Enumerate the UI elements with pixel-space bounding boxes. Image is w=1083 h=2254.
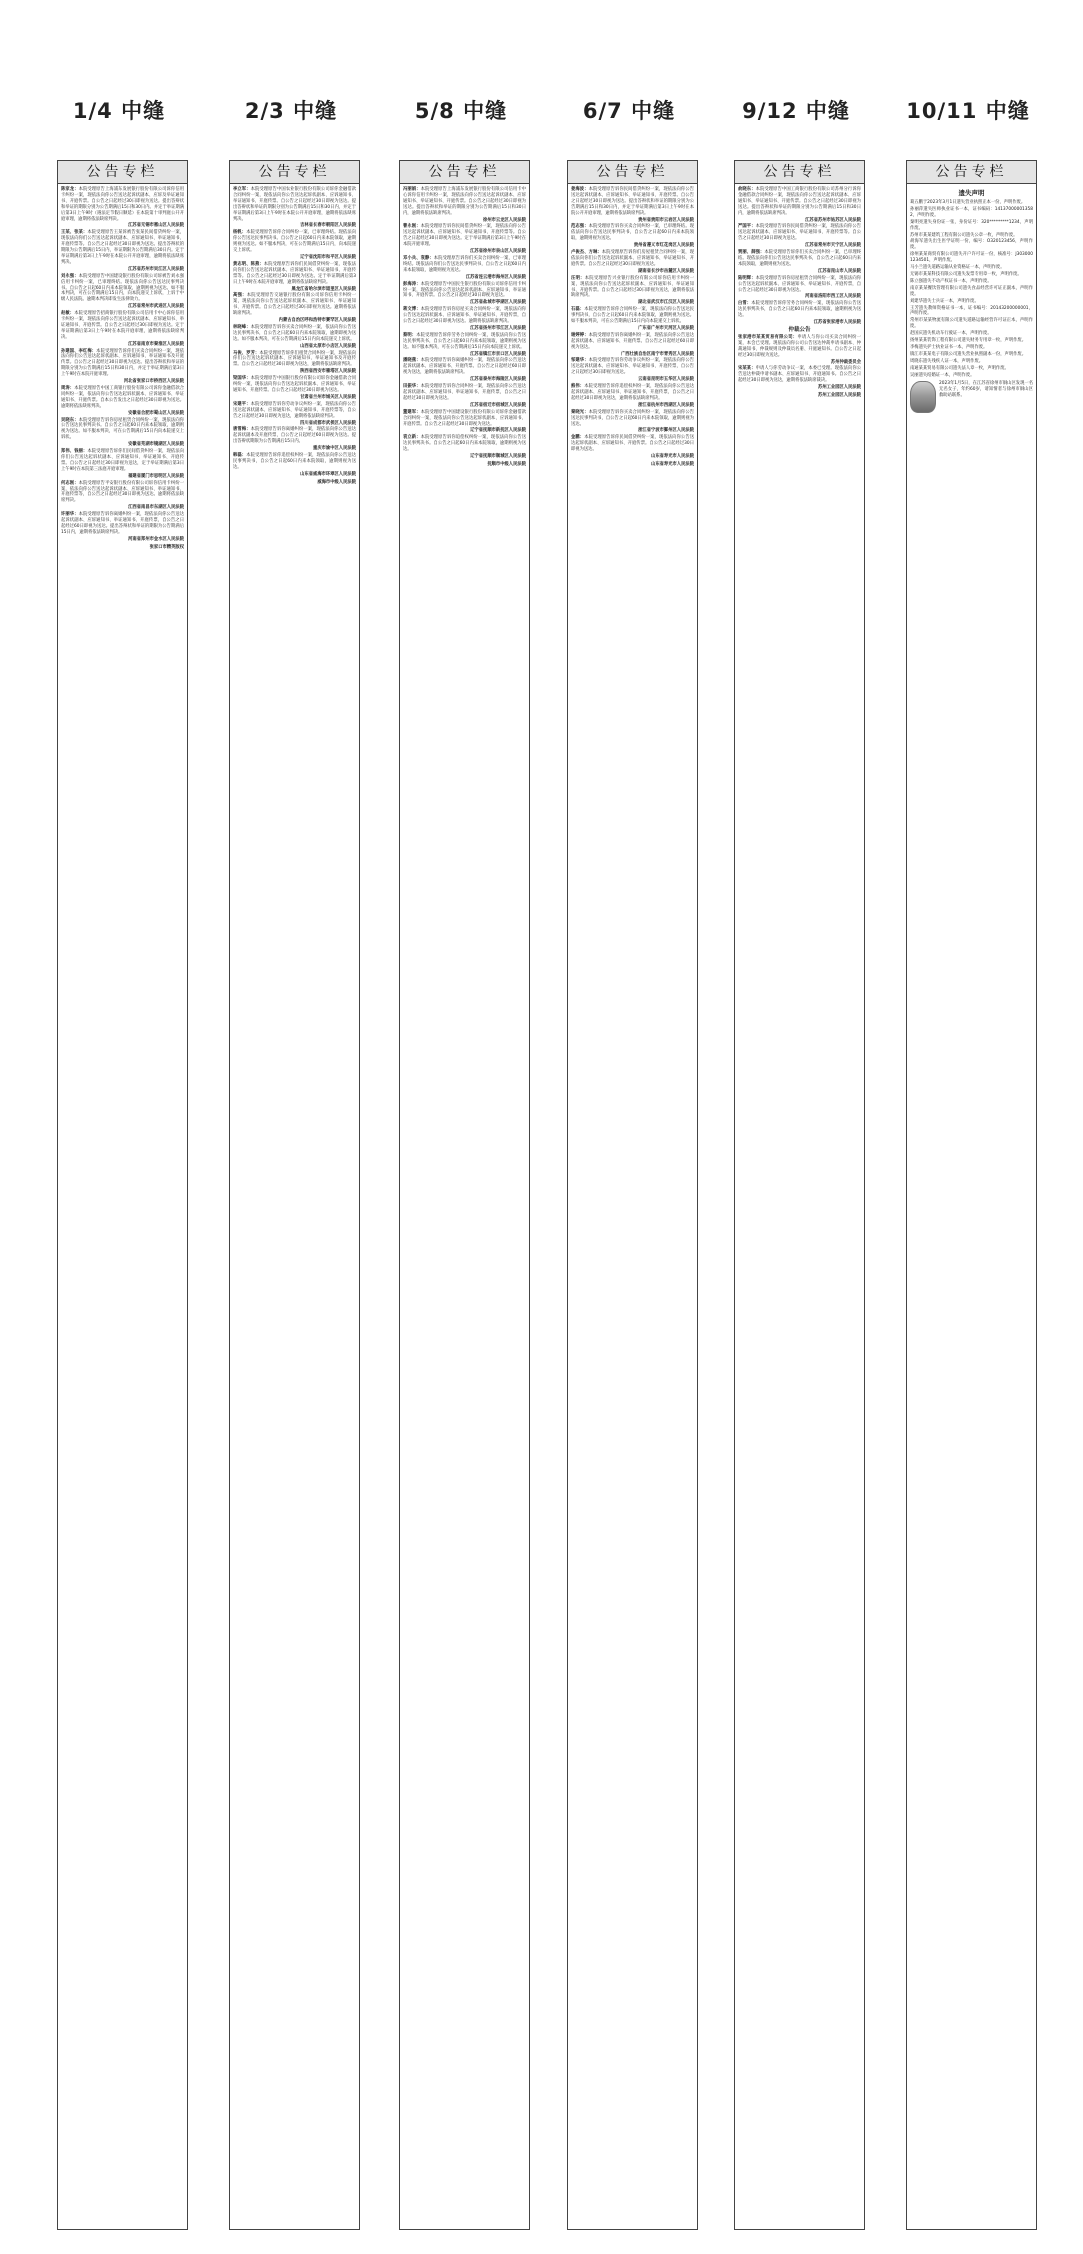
notice-court: 辽宁省沈阳市和平区人民法院 xyxy=(300,254,356,260)
notice-addressee: 宋某某： xyxy=(738,366,756,372)
column-title-1: 1/4 中缝 xyxy=(72,99,166,123)
notice-text: 本院受理原告上海浦东发展银行股份有限公司信用卡中心诉你信用卡纠纷一案，现依法向你公告送达起诉状副本、应诉通知书、举证通知书、开庭传票。自公告之日起经过30日即视为送达。提出答辩状和举证的期限分别为公告期满后15日和30日内，逾期将依法缺席判决。 xyxy=(403,187,527,216)
notice-text: 本院受理原告诉你买卖合同纠纷一案，依法向你公告送达民事判决书，自公告之日起60日内来本院领取，逾期即视为送达。如不服本判决，可在公告期满后15日内向本院递交上诉状。 xyxy=(233,324,357,342)
notice-text: 申请人与你公司买卖合同纠纷一案，本会已受理。现依法向你公司公告送达仲裁申请书副本、仲裁通知书、仲裁规则及仲裁员名册、开庭通知书。自公告之日起经过30日即视为送达。 xyxy=(738,334,862,358)
notice-text: 本院受理原告中国工商银行股份有限公司诉你金融借款合同纠纷一案，依法向你公告送达起诉状副本、应诉通知书、举证通知书、开庭传票。自本公告发出之日起经过30日即视为送达。逾期将依法缺席判决。 xyxy=(61,386,185,409)
notice-item xyxy=(61,481,184,512)
notice-court: 江苏省徐州市泉山区人民法院 xyxy=(470,249,526,255)
lost-notice-item: 赵国庆遗失机动车行驶证一本，声明作废。 xyxy=(910,331,992,337)
notice-addressee: 贾丽、薛强： xyxy=(738,250,765,256)
notice-addressee: 何志刚： xyxy=(61,480,79,486)
notice-court: 江苏省连云港市海州区人民法院 xyxy=(465,274,526,280)
column-body xyxy=(58,184,187,551)
notice-item xyxy=(233,376,356,401)
notice-addressee: 潘晓燕： xyxy=(403,358,421,364)
notice-court: 江苏省常州市天宁区人民法院 xyxy=(805,243,861,249)
column-title-3: 5/8 中缝 xyxy=(414,99,508,123)
missing-person-notice xyxy=(910,381,1033,413)
notice-text: 本院受理原告诉你买卖合同纠纷一案，现依法向你公告送达民事判决书，自公告之日起60日内来本院领取，逾期则视为送达。 xyxy=(571,409,695,427)
notice-addressee: 许丽华： xyxy=(61,512,79,518)
notice-court: 徐州市云龙区人民法院 xyxy=(483,217,526,223)
notice-court: 山西省太原市小店区人民法院 xyxy=(300,343,356,349)
notice-text: 本院受理原告诉你们民间借贷纠纷一案，现依法向你们公告送达起诉状副本、应诉通知书、举证通知书、开庭传票等。自公告之日起经过30日即视为送达。定于举证期满后第3日上午9时在本院开庭审理，逾期将依法缺席判决。 xyxy=(233,261,357,285)
notice-item xyxy=(61,187,184,229)
notice-addressee: 汪明： xyxy=(571,275,585,281)
notice-addressee: 孙建国、李红梅： xyxy=(61,348,97,354)
notice-item xyxy=(571,224,694,249)
notice-addressee: 蔡明： xyxy=(403,332,417,338)
notice-addressee: 袁立新： xyxy=(403,435,421,441)
notice-addressee: 陆明辉： xyxy=(738,275,756,281)
lost-notice-item: 苏州市某某建筑工程有限公司遗失公章一枚，声明作废。 xyxy=(910,232,1018,238)
lost-notice-list xyxy=(910,200,1033,378)
notice-text: 本院受理原告中国银行股份有限公司诉你金融借款合同纠纷一案，现依法向你公告送达起诉状副本、应诉通知书、举证通知书、开庭传票。自公告之日起经过30日即视为送达。 xyxy=(233,376,357,393)
lost-notice-item: 葛五鹏于2023年3月1日遗失营业执照正本一份，声明作废。 xyxy=(910,200,1026,205)
lost-notice-item: 吴丽遗失结婚证一本，声明作废。 xyxy=(910,372,975,378)
notice-item xyxy=(233,453,356,478)
column-body xyxy=(568,184,697,468)
notice-text: 本院受理原告诉你们房屋租赁合同纠纷一案，现依法向你们公告送达起诉状副本、应诉通知书、举证通知书、开庭传票。自公告之日起经过30日即视为送达。 xyxy=(571,250,695,267)
notice-text: 本院受理原告诉你合同纠纷一案，现依法向你公告送达起诉状副本、应诉通知书、举证通知书、开庭传票，自公告之日起经过30日即视为送达。 xyxy=(403,384,527,401)
column-body xyxy=(400,184,529,468)
notice-court: 江西省南昌市东湖区人民法院 xyxy=(128,505,184,511)
notice-text: 本院受理原告诉你合同纠纷一案，现依法向你公告送达民事判决书，自公告之日起60日内来本院领取，逾期则视为送达。如不服本判决，可在公告期满后15日内向本院递交上诉状。 xyxy=(571,307,695,325)
section-title-lost-notice: 遗失声明 xyxy=(958,189,985,197)
lost-notice-item: 李梅遗失护士执业证书一本，声明作废。 xyxy=(910,344,988,350)
notice-court: 江苏省南京市秦淮区人民法院 xyxy=(128,341,184,347)
notice-item xyxy=(571,358,694,383)
lost-notice-item: 南京某某餐饮管理有限公司遗失食品经营许可证正副本，声明作废。 xyxy=(910,285,1033,297)
notice-item xyxy=(403,333,526,358)
notice-addressee: 张家港市某某贸易有限公司： xyxy=(738,334,798,340)
notice-column-4 xyxy=(567,160,698,2230)
notice-item xyxy=(61,349,184,385)
notice-text: 本院受理原告诉你追偿权纠纷一案，现依法向你公告送达起诉状副本、应诉通知书、举证通知书、开庭传票，自公告之日起经过30日即视为送达，逾期将依法缺席判决。 xyxy=(571,384,695,401)
notice-addressee: 刘永强： xyxy=(61,273,79,279)
notice-text: 本院受理原告中国建设银行股份有限公司诉被告刘永强信用卡纠纷一案，已审理终结。现依法向你公告送达民事判决书。自公告之日起60日内来本院领取，逾期则视为送达。如不服本判决，可在公告期满后15日内，向本院递交上诉状，上诉于中级人民法院。逾期本判决即发生法律效力。 xyxy=(61,273,185,303)
column-title-4: 6/7 中缝 xyxy=(582,99,676,123)
notice-column-6 xyxy=(906,160,1037,2230)
notice-addressee: 陈家龙： xyxy=(61,187,79,192)
lost-notice-item: 孙丽萍遗失医师执业证书一本，证书编码：141370000013582，声明作废。 xyxy=(910,206,1033,218)
notice-text: 申请人与你劳动争议一案，本委已受理。现依法向你公告送达仲裁申请书副本、应诉通知书、开庭通知书。自公告之日起经过30日即视为送达，逾期将依法缺席裁决。 xyxy=(738,366,862,384)
notice-text: 本院受理原告诉你劳务合同纠纷一案，现依法向你公告送达民事判决书，自公告之日起60日内来本院领取，逾期则视为送达。如不服本判决，可在公告期满后15日内向本院递交上诉状。 xyxy=(403,332,527,350)
notice-addressee: 曹永刚： xyxy=(403,224,421,230)
notice-court: 江苏省泰州市海陵区人民法院 xyxy=(470,377,526,383)
notice-court: 贵州省遵义市红花岗区人民法院 xyxy=(633,243,694,249)
notice-addressee: 彭海涛： xyxy=(403,281,421,287)
notice-text: 本院受理原告诉你房屋租赁合同纠纷一案，现依法向你公告送达民事判决书。自公告之日起60日内来本院领取，逾期则视为送达。如不服本判决，可在公告期满后15日内向本院递交上诉状。 xyxy=(61,417,185,441)
column-header: 公告专栏 xyxy=(58,161,187,184)
column-footer-signature: 抚顺市中级人民法院 xyxy=(487,461,526,467)
notice-text: 本院受理原告平安银行股份有限公司诉你信用卡纠纷一案，依法向你公告送达起诉状副本、应诉通知书、举证通知书、开庭传票等，自公告之日起经过30日即视为送达。逾期将依法缺席判决。 xyxy=(61,480,185,504)
notice-item xyxy=(571,384,694,409)
notice-court: 四川省成都市武侯区人民法院 xyxy=(300,420,356,426)
notice-court: 安徽省合肥市蜀山区人民法院 xyxy=(128,410,184,416)
notice-court: 湖南省长沙市岳麓区人民法院 xyxy=(638,268,694,274)
lost-notice-item: 南通某某贸易有限公司遗失法人章一枚，声明作废。 xyxy=(910,365,1009,371)
notice-court: 江苏省苏州市吴江区人民法院 xyxy=(128,266,184,272)
notice-text: 本院受理原告诉你房屋租赁合同纠纷一案，现依法向你公告送达起诉状副本、应诉通知书、举证通知书、开庭传票，自公告之日起经过30日即视为送达。 xyxy=(738,275,862,293)
notice-addressee: 黄志明、陈燕： xyxy=(233,261,264,267)
notice-addressee: 石磊： xyxy=(571,307,585,313)
column-title-2: 2/3 中缝 xyxy=(244,99,338,123)
section-title-arbitration: 仲裁公告 xyxy=(788,326,811,333)
notice-court: 浙江省杭州市西湖区人民法院 xyxy=(638,402,694,408)
notice-text: 本院受理原告交通银行股份有限公司诉你信用卡纠纷一案，现依法向你公告送达起诉状副本、应诉通知书、举证通知书、开庭传票。自公告之日起经过30日即视为送达。逾期将依法缺席判决。 xyxy=(233,293,357,317)
notice-item xyxy=(738,366,861,391)
notice-text: 本院受理原告诉你民间借贷纠纷一案，现依法向你公告送达起诉状副本、应诉通知书、举证通知书、开庭传票等。自公告之日起经过30日即视为送达。 xyxy=(738,224,862,242)
notice-text: 本院受理原告诉你买卖合同纠纷一案，已审理终结。现依法向你公告送达民事判决书，自公告之日起60日内来本院领取，逾期则视为送达。 xyxy=(571,224,695,242)
notice-item xyxy=(403,307,526,332)
notice-text: 本院受理原告诉你们民间借贷纠纷一案，现依法向你们公告送达起诉状副本、应诉通知书、举证通知书、开庭传票。自公告之日起经过30日即视为送达，定于举证期满后第3日上午9时在本院第三法庭开庭审理。 xyxy=(61,449,185,472)
notice-court: 吉林省长春市朝阳区人民法院 xyxy=(300,223,356,229)
notice-addressee: 俞晓东： xyxy=(738,187,756,192)
column-header: 公告专栏 xyxy=(568,161,697,184)
notice-addressee: 杨帆： xyxy=(233,230,247,236)
notice-text: 本院受理原告诉你们买卖合同纠纷一案，现依法向你们公告送达起诉状副本、应诉通知书、举证通知书及开庭传票。自公告之日起经过30日即视为送达。提出答辩状和举证的期限分别为公告期满后15日和30日内，并定于举证期满后第3日上午9时在本院开庭审理。 xyxy=(61,348,184,378)
notice-item xyxy=(571,333,694,358)
notice-text: 本院受理原告诉你劳动争议纠纷一案，现依法向你公告送达起诉状副本、应诉通知书、举证通知书、开庭传票，自公告之日起经过30日即视为送达。 xyxy=(571,358,695,376)
notice-addressee: 李立军： xyxy=(233,187,251,192)
notice-court: 江苏省无锡市惠山区人民法院 xyxy=(128,223,184,229)
notice-addressee: 卢俊杰、方琳： xyxy=(571,250,602,256)
notice-addressee: 董建军： xyxy=(403,409,421,415)
notice-addressee: 冯丽娟： xyxy=(403,187,421,192)
column-body xyxy=(907,184,1036,413)
column-body xyxy=(735,184,864,399)
notice-addressee: 梁国华： xyxy=(233,376,251,382)
column-footer-signature: 威海市中级人民法院 xyxy=(317,479,356,485)
notice-court: 江苏省扬州市邗江区人民法院 xyxy=(470,325,526,331)
notice-item xyxy=(403,384,526,409)
notice-text: 本院受理原告诉你房屋买卖合同纠纷一案，现依法向你公告送达起诉状副本、应诉通知书、举证通知书、开庭传票，自公告之日起经过30日即视为送达。逾期将依法缺席判决。 xyxy=(403,307,527,325)
notice-court: 江苏省常州市武进区人民法院 xyxy=(128,304,184,310)
notice-text: 本院受理原告招商银行股份有限公司信用卡中心诉你信用卡纠纷一案，现依法向你公告送达起诉状副本、应诉通知书、举证通知书、开庭传票。自公告之日起经过30日即视为送达。定于举证期满后第3日上午9时在本院开庭审理，逾期将依法缺席判决。 xyxy=(61,311,185,340)
notice-addressee: 白雪： xyxy=(738,301,752,307)
notice-addressee: 蒋文博： xyxy=(403,307,421,313)
column-footer-signature: 张家口市精英版权 xyxy=(149,544,184,550)
notice-court: 重庆市渝中区人民法院 xyxy=(313,446,356,452)
notice-court: 福建省厦门市思明区人民法院 xyxy=(128,473,184,479)
notice-text: 本院受理原告上海浦东发展银行股份有限公司诉你信用卡纠纷一案，现依法向你公告送达起诉状副本、应诉及举证通知书、开庭传票。自公告之日起经过30日即视为送达。提出答辩状和举证的期限分别为公告期满后15日和30日内。并定于举证期满后第3日上午9时（遇法定节假日顺延）在本院第十审判庭公开开庭审理，逾期将依法缺席判决。 xyxy=(61,187,185,222)
notice-court: 河北省张家口市桥西区人民法院 xyxy=(123,379,184,385)
lost-notice-item: 无锡市某某科技有限公司遗失发票专用章一枚，声明作废。 xyxy=(910,271,1022,277)
notice-text: 本院受理原告诉你们买卖合同纠纷一案，已审理终结。现依法向你们公告送达民事判决书，自公告之日起60日内来本院领取，逾期则视为送达。 xyxy=(738,250,862,267)
notice-addressee: 周涛： xyxy=(61,386,75,391)
notice-text: 本院受理原告中国工商银行股份有限公司苏州分行诉你金融借款合同纠纷一案，现依法向你公告送达起诉状副本、应诉通知书、举证通知书、开庭传票。自公告之日起经过30日即视为送达。提出答辩状和举证的期限分别为公告期满后15日和30日内，逾期将依法缺席判决。 xyxy=(738,187,862,216)
column-footer-signature: 苏州工业园区人民法院 xyxy=(818,393,861,399)
lost-notice-item: 刘建华遗失士兵证一本，声明作废。 xyxy=(910,298,979,304)
lost-notice-item: 秦明亮遗失身份证一张，身份证号：320*********1234，声明作废。 xyxy=(910,219,1033,231)
notice-court: 辽宁省抚顺市新抚区人民法院 xyxy=(470,428,526,434)
notice-item xyxy=(403,256,526,281)
notice-text: 本院受理原告诉你民间借贷纠纷一案，现依法向你公告送达起诉状副本、应诉通知书、开庭传票。自公告之日起经过30日即视为送达。 xyxy=(571,435,695,453)
notice-text: 本院受理原告诉你离婚纠纷一案，现依法向你公告送达起诉状副本、应诉通知书、举证通知书、开庭传票，自公告之日起经过60日即视为送达。提出答辩状和举证的期限为公告期满后15日内，逾期将依法缺席判决。 xyxy=(61,512,185,535)
notice-item xyxy=(61,311,184,347)
notice-item xyxy=(61,386,184,417)
notice-item xyxy=(233,262,356,293)
notice-item xyxy=(738,276,861,301)
notice-court: 山东省威海市环翠区人民法院 xyxy=(300,471,356,477)
notice-addressee: 王某、张某： xyxy=(61,230,88,236)
notice-addressee: 范志强： xyxy=(571,224,589,230)
notice-addressee: 严国平： xyxy=(738,224,756,230)
notice-item xyxy=(61,512,184,543)
column-header: 公告专栏 xyxy=(735,161,864,184)
notice-text: 本院受理原告中国建设银行股份有限公司诉你金融借款合同纠纷一案，现依法向你公告送达起诉状副本、应诉通知书、开庭传票。自公告之日起经过30日即视为送达。 xyxy=(403,409,527,427)
notice-addressee: 林晓峰： xyxy=(233,324,251,330)
notice-addressee: 熊伟： xyxy=(571,384,585,390)
notice-court: 陕西省西安市雁塔区人民法院 xyxy=(300,369,356,375)
notice-text: 本院受理原告诉你合同纠纷一案，已审理终结。现依法向你公告送达民事判决书。自公告之日起60日内来本院领取，逾期则视为送达。如不服本判决，可在公告期满后15日内，向本院递交上诉状。 xyxy=(233,230,357,254)
notice-text: 本院受理原告诉你们租赁合同纠纷一案，现依法向你们公告送达起诉状副本、应诉通知书、举证通知书及开庭传票。自公告之日起经过30日即视为送达，逾期将依法缺席判决。 xyxy=(233,350,357,368)
notice-court: 浙江省宁波市鄞州区人民法院 xyxy=(638,428,694,434)
notice-item xyxy=(61,230,184,272)
notice-item xyxy=(571,410,694,435)
notice-text: 本院受理原告诉你离婚纠纷一案，现依法向你公告送达起诉状副本、应诉通知书、开庭传票。自公告之日起经过60日即视为送达，逾期将依法缺席判决。 xyxy=(403,358,527,376)
column-header: 公告专栏 xyxy=(907,161,1036,184)
lost-notice-item: 王芳遗失教师资格证书一本，证书编号：20143200000001，声明作废。 xyxy=(910,305,1033,317)
notice-item xyxy=(403,435,526,460)
notice-item xyxy=(571,276,694,307)
notice-court: 苏州工业园区人民法院 xyxy=(818,385,861,391)
notice-item xyxy=(738,224,861,249)
notice-addressee: 吴晓东： xyxy=(61,417,79,423)
notice-text: 本院受理原告诉你劳动争议纠纷一案，现依法向你公告送达起诉状副本、应诉通知书、举证通知书、开庭传票等，自公告之日起经过30日即视为送达，逾期将依法缺席判决。 xyxy=(233,401,357,419)
lost-notice-item: 胡海军遗失出生医学证明一份，编号：O320123456，声明作废。 xyxy=(910,239,1033,251)
notice-addressee: 唐雪梅： xyxy=(233,427,251,433)
lost-notice-item: 马小兰遗失道路运输从业资格证一本，声明作废。 xyxy=(910,265,1005,271)
notice-court: 内蒙古自治区呼和浩特市赛罕区人民法院 xyxy=(278,318,356,324)
notice-addressee: 高强： xyxy=(233,293,247,299)
notice-text: 本院受理原告诉你们买卖合同纠纷一案，已审理终结。现依法向你们公告送达民事判决书，自公告之日起60日内来本院领取，逾期则视为送达。 xyxy=(403,255,527,273)
notice-court: 江苏省张家港市人民法院 xyxy=(813,320,861,326)
notice-addressee: 姜海波： xyxy=(571,187,589,192)
notice-text: 本院受理原告诉你离婚纠纷一案，现依法向你公告送达起诉状副本及开庭传票，自公告之日起经过60日即视为送达。提出答辩状期限为公告期满后15日内。 xyxy=(233,427,357,445)
column-title-6: 10/11 中缝 xyxy=(906,99,1030,123)
person-photo xyxy=(910,381,936,413)
notice-item xyxy=(61,449,184,480)
notice-item xyxy=(571,250,694,275)
notice-text: 本院受理原告王某诉被告张某民间借贷纠纷一案，现依法向你们公告送达起诉状副本、应诉通知书、举证通知书、开庭传票等。自公告之日起经过30日即视为送达。提出答辩状的期限为公告期满后15日内，举证期限为公告期满后30日内。定于举证期满后第3日上午9时在本院公开开庭审理，逾期将依法缺席判决。 xyxy=(61,230,185,265)
notice-court: 江苏省镇江市京口区人民法院 xyxy=(470,351,526,357)
notice-item xyxy=(738,187,861,223)
notice-court: 云南省昆明市五华区人民法院 xyxy=(638,377,694,383)
notice-item xyxy=(233,325,356,350)
notice-text: 本院受理原告诉你追偿权纠纷一案，现依法向你公告送达民事判决书，自公告之日起60日内来本院领取，逾期则视为送达。 xyxy=(233,453,357,470)
column-footer-signature: 山东省寿光市人民法院 xyxy=(651,461,694,467)
notice-court: 江苏省苏州市姑苏区人民法院 xyxy=(805,217,861,223)
notice-item xyxy=(233,402,356,427)
notice-addressee: 宋建平： xyxy=(233,401,251,407)
notice-court: 山东省寿光市人民法院 xyxy=(651,454,694,460)
notice-court: 辽宁省抚顺市顺城区人民法院 xyxy=(470,454,526,460)
notice-court: 江苏省盐城市亭湖区人民法院 xyxy=(470,300,526,306)
notice-item xyxy=(571,435,694,460)
column-title-5: 9/12 中缝 xyxy=(742,99,850,123)
notice-court: 贵州省贵阳市云岩区人民法院 xyxy=(638,217,694,223)
lost-notice-item: 扬州某某装饰工程有限公司遗失财务专用章一枚，声明作废。 xyxy=(910,338,1027,344)
notice-court: 广东省广州市天河区人民法院 xyxy=(638,325,694,331)
column-body xyxy=(230,184,359,486)
column-header: 公告专栏 xyxy=(400,161,529,184)
notice-addressee: 秦晓光： xyxy=(571,409,589,415)
notice-item xyxy=(233,187,356,229)
notice-item xyxy=(403,410,526,435)
notice-addressee: 韩磊： xyxy=(233,453,247,459)
notice-text: 本院受理原告诉你追偿权纠纷一案，现依法向你公告送达民事判决书。自公告之日起60日内来本院领取，逾期则视为送达。 xyxy=(403,435,527,453)
notice-court: 甘肃省兰州市城关区人民法院 xyxy=(300,394,356,400)
notice-item xyxy=(403,282,526,307)
notice-text: 本院受理原告诉你劳务合同纠纷一案，现依法向你公告送达民事判决书，自公告之日起60日内来本院领取，逾期则视为送达。 xyxy=(738,301,862,319)
notice-text: 本院受理原告兴业银行股份有限公司诉你信用卡纠纷一案，现依法向你公告送达起诉状副本、应诉通知书、举证通知书、开庭传票。自公告之日起经过30日即视为送达，逾期将依法缺席判决。 xyxy=(571,275,695,299)
column-header: 公告专栏 xyxy=(230,161,359,184)
notice-column-3 xyxy=(399,160,530,2230)
notice-text: 本院受理原告中国民生银行股份有限公司诉你信用卡纠纷一案，现依法向你公告送达起诉状副本、应诉通知书、举证通知书、开庭传票。自公告之日起经过30日即视为送达。 xyxy=(403,281,527,299)
notice-addressee: 郑伟、钱丽： xyxy=(61,449,88,455)
notice-item xyxy=(738,335,861,366)
missing-person-text: 2023年1月5日，在江苏省徐州市铜山区发现一名无名女子，年约60岁，请知情者与徐州市铜山区救助站联系。 xyxy=(939,381,1033,399)
lost-notice-item: 陈立强遗失不动产权证书一本，声明作废。 xyxy=(910,278,992,284)
notice-item xyxy=(233,427,356,452)
notice-court: 黑龙江省哈尔滨市道里区人民法院 xyxy=(291,286,356,292)
notice-addressee: 赵敏： xyxy=(61,311,75,317)
notice-column-5 xyxy=(734,160,865,2230)
notice-text: 本院受理原告诉你离婚纠纷一案，现依法向你公告送达起诉状副本、应诉通知书、开庭传票。自公告之日起经过60日即视为送达。 xyxy=(571,332,695,350)
notice-item xyxy=(738,250,861,275)
notice-court: 苏州仲裁委员会 xyxy=(830,359,861,365)
notice-item xyxy=(233,351,356,376)
notice-item xyxy=(61,418,184,449)
lost-notice-item: 周晓东遗失残疾人证一本，声明作废。 xyxy=(910,358,984,364)
notice-addressee: 田振华： xyxy=(403,384,421,390)
notice-court: 湖北省武汉市江汉区人民法院 xyxy=(638,300,694,306)
notice-court: 安徽省芜湖市镜湖区人民法院 xyxy=(128,442,184,448)
notice-court: 江苏省昆山市人民法院 xyxy=(818,268,861,274)
notice-addressee: 邹建华： xyxy=(571,358,589,364)
notice-text: 本院受理原告诉你民间借贷纠纷一案，现依法向你公告送达起诉状副本、应诉通知书、举证通知书、开庭传票。自公告之日起经过30日即视为送达。提出答辩状和举证的期限分别为公告期满后15日和30日内，并定于举证期满后第3日上午9时在本院公开开庭审理，逾期将依法缺席判决。 xyxy=(571,187,695,216)
notice-court: 江苏省宿迁市宿城区人民法院 xyxy=(470,402,526,408)
notice-text: 本院受理原告诉你民间借贷纠纷一案，现依法向你公告送达起诉状副本、应诉通知书、举证通知书、开庭传票等。自公告之日起经过30日即视为送达。定于举证期满后第3日上午9时在本院开庭审理。 xyxy=(403,224,527,248)
notice-item xyxy=(233,230,356,261)
notice-item xyxy=(403,187,526,223)
notice-item xyxy=(233,293,356,324)
notice-court: 河南省郑州市金水区人民法院 xyxy=(128,536,184,542)
notice-item xyxy=(403,358,526,383)
notice-addressee: 邓小兵、袁静： xyxy=(403,255,434,261)
notice-column-1 xyxy=(57,160,188,2230)
notice-item xyxy=(738,301,861,326)
notice-court: 广西壮族自治区南宁市青秀区人民法院 xyxy=(620,351,694,357)
lost-notice-item: 徐州某某商贸有限公司遗失开户许可证一份，核准号：J3030001234501，声明作废。 xyxy=(910,252,1033,264)
notice-court: 河南省洛阳市西工区人民法院 xyxy=(805,294,861,300)
notice-addressee: 金鹏： xyxy=(571,435,585,441)
lost-notice-item: 常州市某某物流有限公司遗失道路运输经营许可证正本，声明作废。 xyxy=(910,318,1033,330)
notice-item xyxy=(571,307,694,332)
notice-item xyxy=(571,187,694,223)
notice-column-2 xyxy=(229,160,360,2230)
notice-text: 本院受理原告中国农业银行股份有限公司诉你金融借款合同纠纷一案，现依法向你公告送达起诉状副本、应诉通知书、举证通知书、开庭传票。自公告之日起经过30日即视为送达。提出答辩状和举证的期限分别为公告期满后15日和30日内，并定于举证期满后第3日上午9时在本院公开开庭审理，逾期将依法缺席判决。 xyxy=(233,187,357,222)
notice-item xyxy=(61,274,184,310)
notice-addressee: 谢婷婷： xyxy=(571,332,589,338)
notice-item xyxy=(403,224,526,255)
lost-notice-item: 镇江市某某电子有限公司遗失营业执照副本一份，声明作废。 xyxy=(910,351,1027,357)
notice-addressee: 马俊、罗芳： xyxy=(233,350,260,356)
